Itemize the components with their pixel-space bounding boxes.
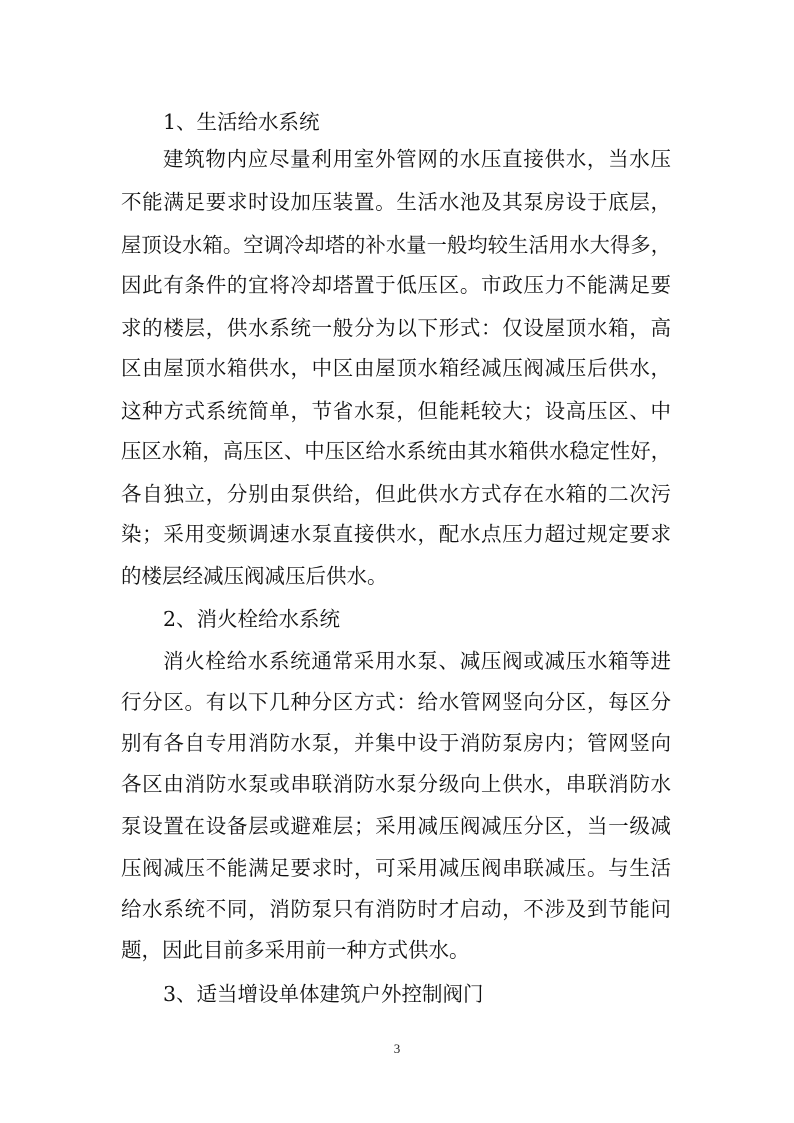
line-text: 求的楼层，供水系统一般分为以下形式：仅设屋顶水箱，高 xyxy=(121,316,671,340)
paragraph-line xyxy=(0,560,794,592)
paragraph-line xyxy=(0,229,794,261)
line-text: 行分区。有以下几种分区方式：给水管网竖向分区，每区分 xyxy=(121,690,671,714)
line-text: 染；采用变频调速水泵直接供水，配水点压力超过规定要求 xyxy=(121,522,671,546)
line-text: 消火栓给水系统通常采用水泵、减压阀或减压水箱等进 xyxy=(163,649,671,673)
line-text: 屋顶设水箱。空调冷却塔的补水量一般均较生活用水大得多， xyxy=(121,233,671,257)
page-number: 3 xyxy=(393,1041,401,1056)
paragraph-line xyxy=(0,810,794,842)
line-text: 区由屋顶水箱供水，中区由屋顶水箱经减压阀减压后供水， xyxy=(121,356,671,380)
heading-text: 2、消火栓给水系统 xyxy=(163,607,341,631)
paragraph-line xyxy=(0,934,794,966)
section-heading-2 xyxy=(0,603,794,635)
heading-text: 1、生活给水系统 xyxy=(163,110,320,134)
paragraph-line xyxy=(0,852,794,884)
paragraph-line xyxy=(0,518,794,550)
section-heading-1 xyxy=(0,106,794,138)
line-text: 题，因此目前多采用前一种方式供水。 xyxy=(121,938,470,962)
line-text: 不能满足要求时设加压装置。生活水池及其泵房设于底层， xyxy=(121,190,671,214)
line-text: 压区水箱，高压区、中压区给水系统由其水箱供水稳定性好， xyxy=(121,439,671,463)
line-text: 各自独立，分别由泵供给，但此供水方式存在水箱的二次污 xyxy=(121,482,671,506)
paragraph-line xyxy=(0,352,794,384)
paragraph-line xyxy=(0,893,794,925)
line-text: 这种方式系统简单，节省水泵，但能耗较大；设高压区、中 xyxy=(121,399,671,423)
line-text: 的楼层经减压阀减压后供水。 xyxy=(121,564,388,588)
line-text: 建筑物内应尽量利用室外管网的水压直接供水，当水压 xyxy=(163,147,671,171)
paragraph-line xyxy=(0,645,794,677)
line-text: 泵设置在设备层或避难层；采用减压阀减压分区，当一级减 xyxy=(121,814,671,838)
paragraph-line xyxy=(0,395,794,427)
paragraph-line xyxy=(0,435,794,467)
paragraph-line xyxy=(0,269,794,301)
paragraph-line xyxy=(0,686,794,718)
line-text: 给水系统不同，消防泵只有消防时才启动，不涉及到节能问 xyxy=(121,897,671,921)
section-heading-3 xyxy=(0,978,794,1010)
line-text: 别有各自专用消防水泵，并集中设于消防泵房内；管网竖向 xyxy=(121,731,671,755)
line-text: 各区由消防水泵或串联消防水泵分级向上供水，串联消防水 xyxy=(121,772,671,796)
paragraph-line xyxy=(0,727,794,759)
line-text: 因此有条件的宜将冷却塔置于低压区。市政压力不能满足要 xyxy=(121,273,671,297)
paragraph-line xyxy=(0,768,794,800)
paragraph-line xyxy=(0,478,794,510)
paragraph-line xyxy=(0,312,794,344)
paragraph-line xyxy=(0,143,794,175)
paragraph-line xyxy=(0,186,794,218)
line-text: 压阀减压不能满足要求时，可采用减压阀串联减压。与生活 xyxy=(121,856,671,880)
heading-text: 3、适当增设单体建筑户外控制阀门 xyxy=(163,982,484,1006)
